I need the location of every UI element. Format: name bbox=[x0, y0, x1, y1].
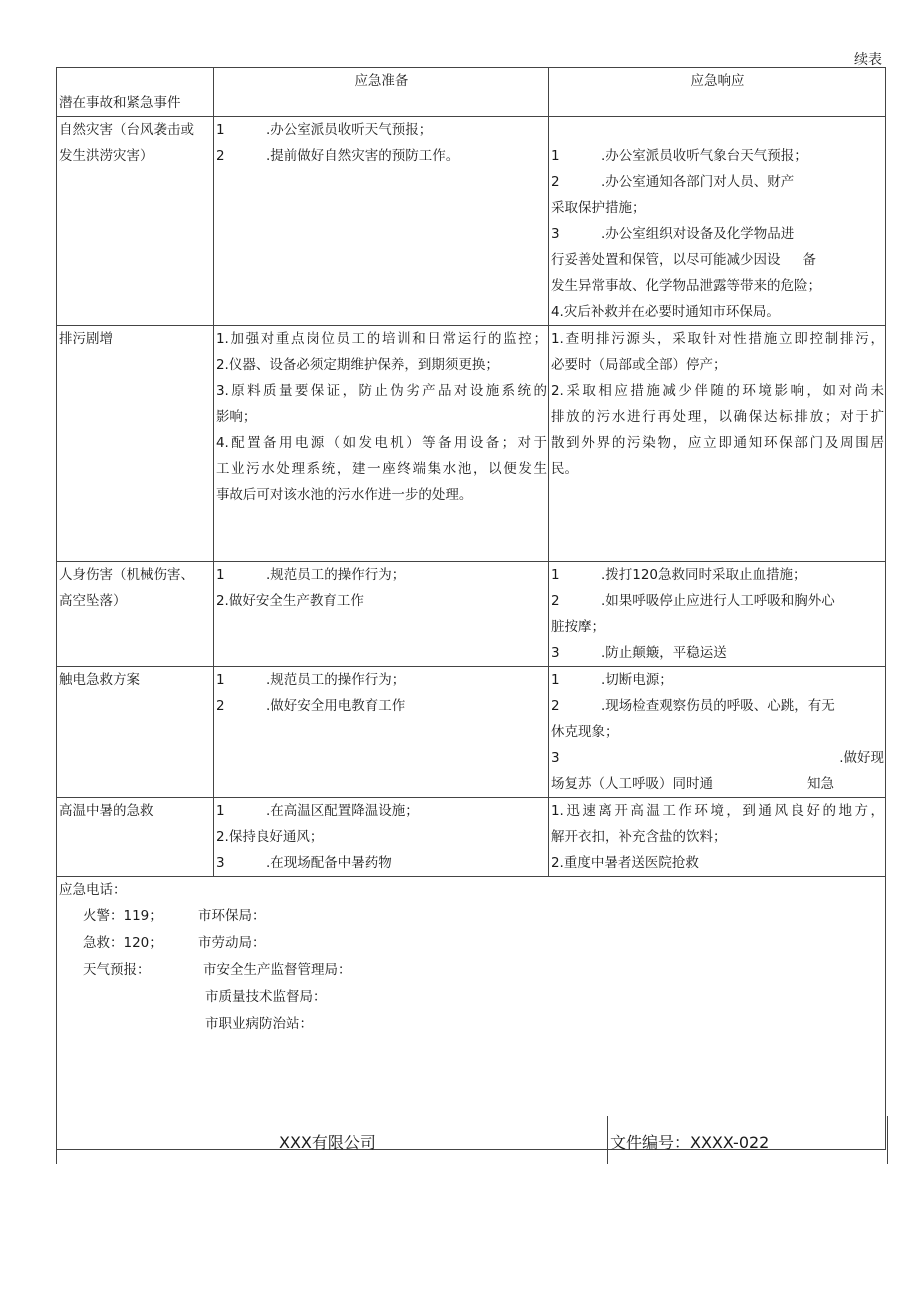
response-line: 1 .办公室派员收听气象台天气预报； bbox=[550, 148, 808, 164]
footer-divider bbox=[607, 1116, 608, 1164]
occupational-phone: 市职业病防治站： bbox=[205, 1016, 313, 1032]
event-line: 高空坠落） bbox=[59, 593, 127, 609]
preparation-cell bbox=[213, 117, 548, 326]
event-cell bbox=[57, 798, 214, 877]
contact-row bbox=[59, 957, 884, 984]
response-line: 3 .防止颠簸，平稳运送 bbox=[550, 645, 727, 661]
contacts-title: 应急电话： bbox=[59, 882, 127, 898]
prep-line: 1 .规范员工的操作行为； bbox=[215, 567, 406, 583]
contact-row bbox=[59, 1011, 884, 1038]
event-line: 触电急救方案 bbox=[59, 672, 140, 688]
response-line: 采取保护措施； bbox=[550, 200, 646, 216]
prep-line: 2.保持良好通风； bbox=[215, 829, 324, 845]
event-line: 排污剧增 bbox=[59, 331, 113, 347]
document-footer bbox=[56, 1116, 888, 1164]
contact-row bbox=[59, 984, 884, 1011]
prep-line: 2 .做好安全用电教育工作 bbox=[215, 698, 406, 714]
prep-line: 工业污水处理系统，建一座终端集水池，以便发生 bbox=[215, 461, 547, 477]
event-line: 高温中暑的急救 bbox=[59, 803, 154, 819]
response-line: 1 .拨打120急救同时采取止血措施； bbox=[550, 567, 807, 583]
response-line: 2 .办公室通知各部门对人员、财产 bbox=[550, 174, 795, 190]
response-line: 民。 bbox=[550, 461, 578, 477]
response-line: 2 .现场检查观察伤员的呼吸、心跳，有无 bbox=[550, 698, 835, 714]
prep-line: 影响； bbox=[215, 409, 257, 425]
event-cell bbox=[57, 326, 214, 562]
response-line: 散到外界的污染物，应立即通知环保部门及周围居 bbox=[550, 435, 884, 451]
response-cell bbox=[548, 117, 885, 326]
response-line: 解开衣扣，补充含盐的饮料； bbox=[550, 829, 727, 845]
prep-line: 2.做好安全生产教育工作 bbox=[215, 593, 364, 609]
response-line: 脏按摩； bbox=[550, 619, 605, 635]
response-line: 排放的污水进行再处理，以确保达标排放；对于扩 bbox=[550, 409, 884, 425]
safety-phone: 市安全生产监督管理局： bbox=[203, 962, 352, 978]
event-line: 人身伤害（机械伤害、 bbox=[59, 567, 194, 583]
document-number: 文件编号：XXXX-022 bbox=[610, 1133, 770, 1152]
preparation-cell bbox=[213, 667, 548, 798]
emergency-contacts bbox=[57, 877, 886, 1150]
preparation-cell bbox=[213, 562, 548, 667]
preparation-cell bbox=[213, 798, 548, 877]
response-line: 行妥善处置和保管，以尽可能减少因设 备 bbox=[550, 252, 816, 268]
epb-phone: 市环保局： bbox=[198, 908, 266, 924]
table-row bbox=[57, 667, 886, 798]
prep-line: 事故后可对该水池的污水作进一步的处理。 bbox=[215, 487, 473, 503]
prep-line: 3.原料质量要保证，防止伪劣产品对设施系统的 bbox=[215, 383, 547, 399]
prep-line: 1.加强对重点岗位员工的培训和日常运行的监控； bbox=[215, 331, 547, 347]
response-line: 2.重度中暑者送医院抢救 bbox=[550, 855, 699, 871]
response-line: 1 .切断电源； bbox=[550, 672, 673, 688]
response-line: 3 .办公室组织对设备及化学物品进 bbox=[550, 226, 795, 242]
prep-line: 1 .办公室派员收听天气预报； bbox=[215, 122, 433, 138]
company-name: XXX有限公司 bbox=[279, 1133, 376, 1152]
fire-phone: 火警：119； bbox=[83, 908, 163, 924]
response-line: 发生异常事故、化学物品泄露等带来的危险； bbox=[550, 278, 821, 294]
preparation-cell bbox=[213, 326, 548, 562]
table-row bbox=[57, 117, 886, 326]
response-line: 1.查明排污源头，采取针对性措施立即控制排污， bbox=[550, 331, 884, 347]
response-line: 2 .如果呼吸停止应进行人工呼吸和胸外心 bbox=[550, 593, 835, 609]
prep-line: 3 .在现场配备中暑药物 bbox=[215, 855, 392, 871]
response-line: 休克现象； bbox=[550, 724, 619, 740]
event-cell bbox=[57, 562, 214, 667]
prep-line: 2 .提前做好自然灾害的预防工作。 bbox=[215, 148, 460, 164]
table-header-row bbox=[57, 68, 886, 117]
continued-label: 续表 bbox=[854, 52, 882, 68]
weather-phone: 天气预报： bbox=[83, 962, 151, 978]
event-line: 自然灾害（台风袭击或 bbox=[59, 122, 194, 138]
table-row bbox=[57, 798, 886, 877]
header-event: 潜在事故和紧急事件 bbox=[57, 68, 214, 117]
response-line: 4.灾后补救并在必要时通知市环保局。 bbox=[550, 304, 780, 320]
contacts-row bbox=[57, 877, 886, 1150]
header-response: 应急响应 bbox=[548, 68, 885, 117]
response-line: 场复苏（人工呼吸）同时通 知急 bbox=[550, 776, 834, 792]
ambulance-phone: 急救：120； bbox=[83, 935, 163, 951]
labor-phone: 市劳动局： bbox=[198, 935, 266, 951]
response-line: 1.迅速离开高温工作环境，到通风良好的地方， bbox=[550, 803, 884, 819]
event-line: 发生洪涝灾害） bbox=[59, 148, 154, 164]
table-row bbox=[57, 562, 886, 667]
response-line: 必要时（局部或全部）停产； bbox=[550, 357, 727, 373]
response-cell bbox=[548, 562, 885, 667]
prep-line: 1 .规范员工的操作行为； bbox=[215, 672, 406, 688]
event-cell bbox=[57, 667, 214, 798]
prep-line: 4.配置备用电源（如发电机）等备用设备；对于 bbox=[215, 435, 547, 451]
contact-row bbox=[59, 930, 884, 957]
response-cell bbox=[548, 326, 885, 562]
response-cell bbox=[548, 667, 885, 798]
prep-line: 2.仪器、设备必须定期维护保养，到期须更换； bbox=[215, 357, 499, 373]
response-line: 3 .做好现 bbox=[550, 750, 884, 766]
response-line: 2.采取相应措施减少伴随的环境影响，如对尚未 bbox=[550, 383, 884, 399]
quality-phone: 市质量技术监督局： bbox=[205, 989, 327, 1005]
table-row bbox=[57, 326, 886, 562]
contact-row bbox=[59, 903, 884, 930]
response-cell bbox=[548, 798, 885, 877]
emergency-plan-table bbox=[56, 67, 886, 1150]
prep-line: 1 .在高温区配置降温设施； bbox=[215, 803, 419, 819]
event-cell bbox=[57, 117, 214, 326]
header-preparation: 应急准备 bbox=[213, 68, 548, 117]
